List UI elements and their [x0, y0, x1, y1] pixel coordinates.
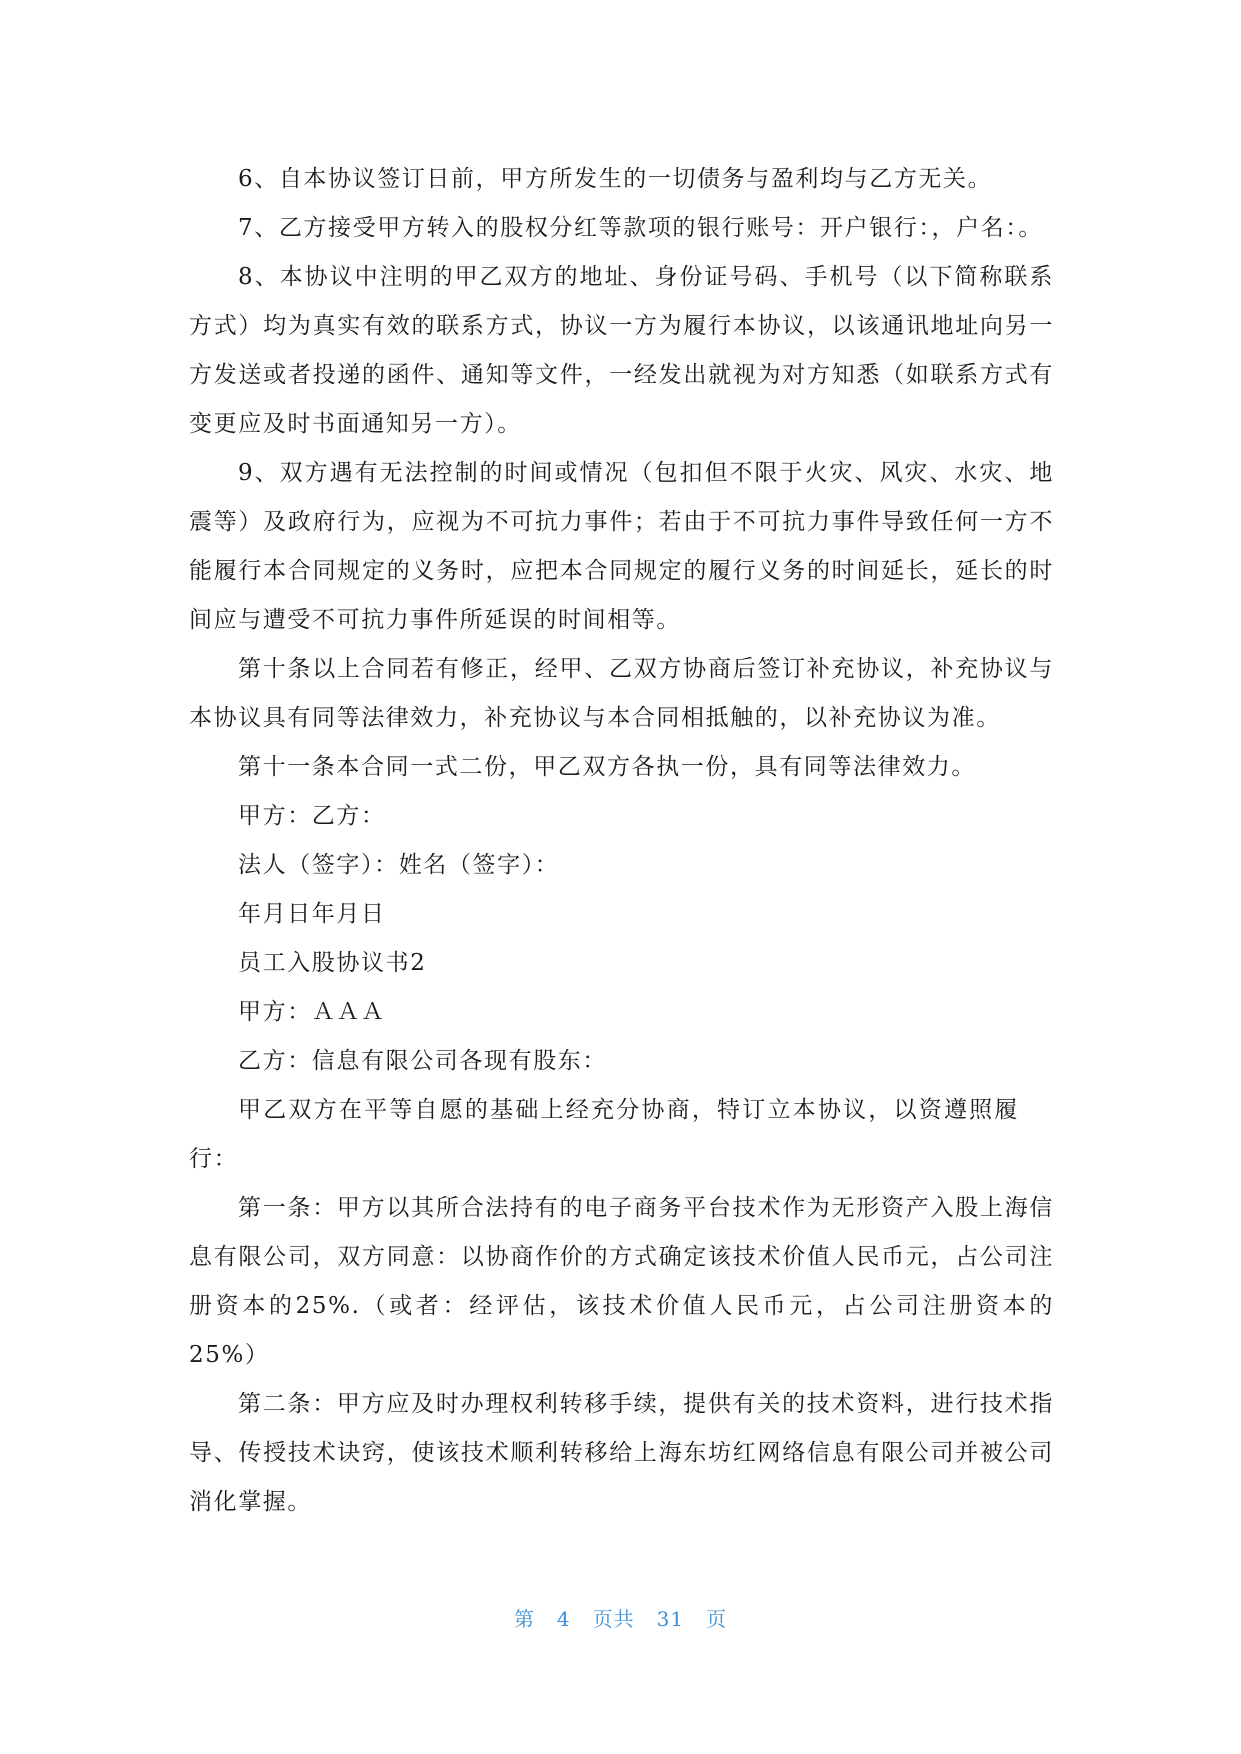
agreement-2-title: 员工入股协议书2 [238, 950, 427, 976]
preamble-paragraph: 甲乙双方在平等自愿的基础上经充分协商，特订立本协议，以资遵照履行： [189, 1097, 1019, 1172]
footer-prefix: 第 [513, 1607, 535, 1631]
paragraph-article-10: 第十条以上合同若有修正，经甲、乙双方协商后签订补充协议，补充协议与本协议具有同等法律效力，补充协议与本合同相抵触的，以补充协议为准。 [189, 656, 1054, 731]
party-b-line: 乙方：信息有限公司各现有股东： [238, 1048, 607, 1074]
footer-suffix: 页 [706, 1607, 728, 1631]
signature-dates-line: 年月日年月日 [238, 901, 386, 927]
paragraph-article-2: 第二条：甲方应及时办理权利转移手续，提供有关的技术资料，进行技术指导、传授技术诀窍，使该技术顺利转移给上海东坊红网络信息有限公司并被公司消化掌握。 [189, 1391, 1054, 1515]
paragraph-clause-6: 6、自本协议签订日前，甲方所发生的一切债务与盈利均与乙方无关。 [238, 166, 993, 192]
footer-current-page: 4 [556, 1607, 571, 1631]
footer-total-pages: 31 [656, 1607, 685, 1631]
paragraph-clause-7: 7、乙方接受甲方转入的股权分红等款项的银行账号：开户银行：，户名：。 [238, 215, 1044, 241]
signature-names-line: 法人（签字）：姓名（签字）： [238, 852, 560, 878]
signature-parties-line: 甲方：乙方： [238, 803, 386, 829]
party-a-line: 甲方：ＡＡＡ [238, 999, 386, 1025]
footer-middle: 页共 [592, 1607, 635, 1631]
paragraph-article-1: 第一条：甲方以其所合法持有的电子商务平台技术作为无形资产入股上海信息有限公司，双方同意：以协商作价的方式确定该技术价值人民币元，占公司注册资本的25%.（或者：经评估，该技术价值人民币元，占公司注册资本的25%） [189, 1195, 1054, 1368]
paragraph-article-11: 第十一条本合同一式二份，甲乙双方各执一份，具有同等法律效力。 [238, 754, 976, 780]
paragraph-clause-9: 9、双方遇有无法控制的时间或情况（包扣但不限于火灾、风灾、水灾、地震等）及政府行为，应视为不可抗力事件；若由于不可抗力事件导致任何一方不能履行本合同规定的义务时，应把本合同规定的履行义务的时间延长，延长的时间应与遭受不可抗力事件所延误的时间相等。 [189, 460, 1054, 633]
page-number-footer [0, 1603, 1241, 1632]
document-body [189, 155, 1054, 1527]
paragraph-clause-8: 8、本协议中注明的甲乙双方的地址、身份证号码、手机号（以下简称联系方式）均为真实有效的联系方式，协议一方为履行本协议，以该通讯地址向另一方发送或者投递的函件、通知等文件，一经发出就视为对方知悉（如联系方式有变更应及时书面通知另一方）。 [189, 264, 1054, 437]
